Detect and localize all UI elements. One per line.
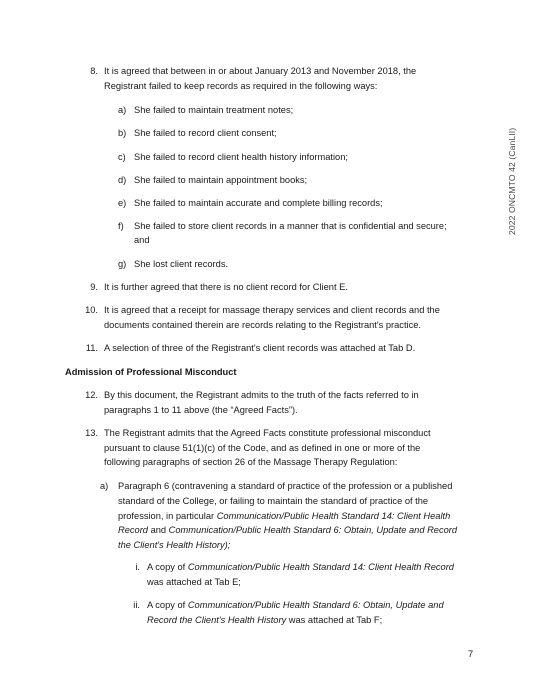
paragraph-line: It is further agreed that there is no client record for Client E. [104,282,348,292]
sub-item-text: She failed to store client records in a manner that is confidential and secure; [134,221,447,231]
sub-item-text: She lost client records. [134,259,229,269]
paragraph-line [118,538,230,552]
sub-item-text: She failed to record client health history information; [134,152,348,162]
roman-numeral: ii. [133,600,140,610]
standard-title: Communication/Public Health Standard 6: Obtain, Update and Record [168,525,458,535]
sub-item-letter: g) [118,259,127,269]
paragraph-line: Registrant failed to keep records as required in the following ways: [104,81,378,91]
sub-item-letter: d) [118,175,127,185]
paragraph-number: 11. [85,343,98,353]
paragraph-line: pursuant to clause 51(1)(c) of the Code, and as defined in one or more of the [104,443,421,453]
paragraph-line [118,523,457,537]
sub-item-text: She failed to maintain appointment books; [134,175,308,185]
standard-title: Record [118,525,148,535]
sub-item-text: and [134,235,150,245]
section-heading: Admission of Professional Misconduct [65,367,237,377]
paragraph-line [147,560,454,574]
paragraph-line: documents contained therein are records relating to the Registrant's practice. [104,320,422,330]
standard-title: Communication/Public Health Standard 6: Obtain, Update and [187,600,444,610]
paragraph-line: standard of the College, or failing to maintain the standard of practice of the [118,496,429,506]
plain-text: profession, in particular [118,511,217,521]
standard-title: Communication/Public Health Standard 14: Client Health Record [187,562,454,572]
sub-item-text: She failed to maintain treatment notes; [134,105,294,115]
paragraph-line: was attached at Tab E; [147,577,241,587]
sub-item-letter: c) [118,152,126,162]
sub-item-text: She failed to record client consent; [134,128,277,138]
paragraph-line: It is agreed that between in or about January 2013 and November 2018, the [104,66,417,76]
paragraph-line: It is agreed that a receipt for massage therapy services and client records and the [104,305,440,315]
paragraph-line [147,613,382,627]
plain-text: and [147,525,169,535]
paragraph-line: following paragraphs of section 26 of the Massage Therapy Regulation: [104,457,398,467]
paragraph-number: 8. [90,66,98,76]
paragraph-line [118,509,450,523]
sub-item-text: She failed to maintain accurate and complete billing records; [134,198,383,208]
paragraph-line [147,598,444,612]
sub-item-letter: a) [100,481,109,491]
plain-text: A copy of [147,562,188,572]
paragraph-line: A selection of three of the Registrant's client records was attached at Tab D. [104,343,416,353]
paragraph-number: 10. [85,305,98,315]
sub-item-letter: e) [118,198,127,208]
side-citation: 2022 ONCMTO 42 (CanLII) [507,127,517,235]
roman-numeral: i. [135,562,140,572]
paragraph-number: 9. [90,282,98,292]
sub-item-letter: f) [118,221,124,231]
plain-text: was attached at Tab F; [286,615,383,625]
sub-item-letter: b) [118,128,127,138]
standard-title: Record the Client's Health History [147,615,287,625]
paragraph-line: Paragraph 6 (contravening a standard of practice of the profession or a published [118,481,453,491]
sub-item-letter: a) [118,105,127,115]
standard-title: Communication/Public Health Standard 14: Client Health [216,511,451,521]
paragraph-line: By this document, the Registrant admits to the truth of the facts referred to in [104,390,419,400]
paragraph-line: The Registrant admits that the Agreed Facts constitute professional misconduct [104,428,431,438]
paragraph-number: 12. [85,390,98,400]
paragraph-number: 13. [85,428,98,438]
standard-title: the Client's Health History); [118,540,231,550]
paragraph-line: paragraphs 1 to 11 above (the “Agreed Facts”). [104,405,298,415]
plain-text: A copy of [147,600,188,610]
page-number: 7 [468,649,474,659]
